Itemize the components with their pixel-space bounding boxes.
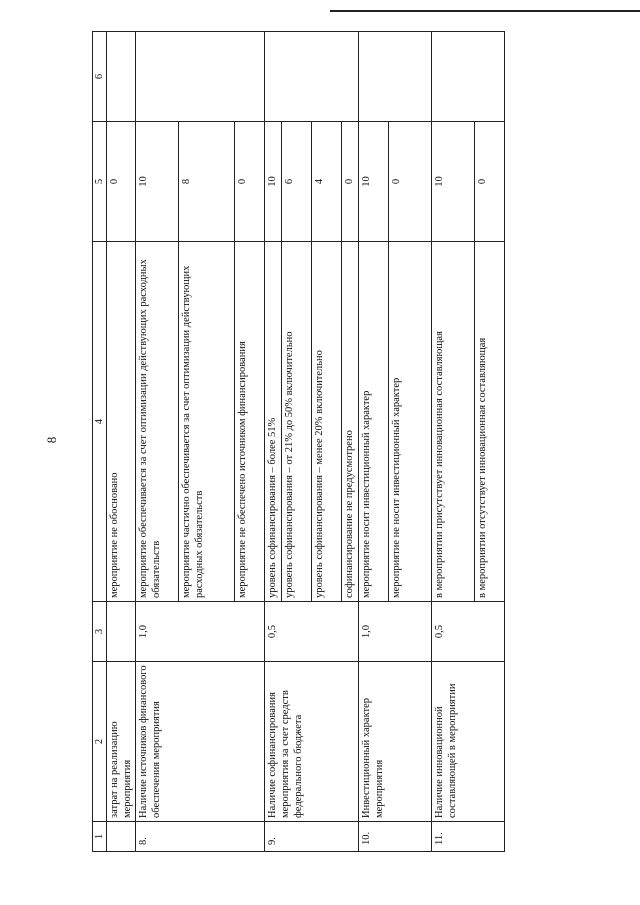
option-text: мероприятие носит инвестиционный характер	[359, 242, 389, 602]
option-text: софинансирование не предусмотрено	[342, 242, 359, 602]
table-row	[432, 32, 475, 852]
header-row	[93, 32, 107, 852]
criterion-number: 8.	[136, 822, 265, 852]
option-text: в мероприятии присутствует инновационная составляющая	[432, 242, 475, 602]
notes-cell	[136, 32, 265, 122]
criterion-number: 11.	[432, 822, 505, 852]
rotated-table-container	[92, 32, 634, 852]
header-cell: 3	[93, 602, 107, 662]
criterion-name: Инвестиционный характер мероприятия	[359, 662, 432, 822]
option-score: 10	[359, 122, 389, 242]
option-score: 8	[179, 122, 235, 242]
option-score: 4	[312, 122, 342, 242]
criterion-number: 10.	[359, 822, 432, 852]
option-text: уровень софинансирования – от 21% до 50% включительно	[282, 242, 312, 602]
option-text: мероприятие не обеспечено источником финансирования	[235, 242, 265, 602]
option-score: 0	[235, 122, 265, 242]
option-score: 10	[265, 122, 282, 242]
option-score: 10	[432, 122, 475, 242]
table-row	[265, 32, 282, 852]
option-text: мероприятие не носит инвестиционный характер	[389, 242, 432, 602]
criteria-table	[92, 31, 505, 852]
criterion-weight: 1,0	[136, 602, 265, 662]
header-cell: 6	[93, 32, 107, 122]
criterion-name: затрат на реализацию мероприятия	[107, 662, 136, 822]
scan-edge-line	[330, 10, 640, 12]
option-score: 10	[136, 122, 179, 242]
option-score: 6	[282, 122, 312, 242]
criterion-name: Наличие источников финансового обеспечения мероприятия	[136, 662, 265, 822]
header-cell: 4	[93, 242, 107, 602]
header-cell: 2	[93, 662, 107, 822]
option-text: уровень софинансирования – более 51%	[265, 242, 282, 602]
criterion-weight: 0,5	[265, 602, 359, 662]
option-text: уровень софинансирования – менее 20% включительно	[312, 242, 342, 602]
criterion-weight: 0,5	[432, 602, 505, 662]
option-score: 0	[389, 122, 432, 242]
option-text: мероприятие не обосновано	[107, 242, 136, 602]
table-row	[359, 32, 389, 852]
criterion-weight: 1,0	[359, 602, 432, 662]
criterion-number: 9.	[265, 822, 359, 852]
option-score: 0	[342, 122, 359, 242]
header-cell: 5	[93, 122, 107, 242]
notes-cell	[265, 32, 359, 122]
header-cell: 1	[93, 822, 107, 852]
notes-cell	[432, 32, 505, 122]
option-score: 0	[475, 122, 505, 242]
option-text: мероприятие частично обеспечивается за счет оптимизации действующих расходных обязательств	[179, 242, 235, 602]
criterion-name: Наличие инновационной составляющей в мероприятии	[432, 662, 505, 822]
notes-cell	[359, 32, 432, 122]
criterion-name: Наличие софинансирования мероприятия за счет средств федерального бюджета	[265, 662, 359, 822]
option-score: 0	[107, 122, 136, 242]
table-row	[107, 32, 136, 852]
table-row	[136, 32, 179, 852]
option-text: мероприятие обеспечивается за счет оптимизации действующих расходных обязательств	[136, 242, 179, 602]
option-text: в мероприятии отсутствует инновационная составляющая	[475, 242, 505, 602]
page-number: 8	[44, 436, 59, 444]
